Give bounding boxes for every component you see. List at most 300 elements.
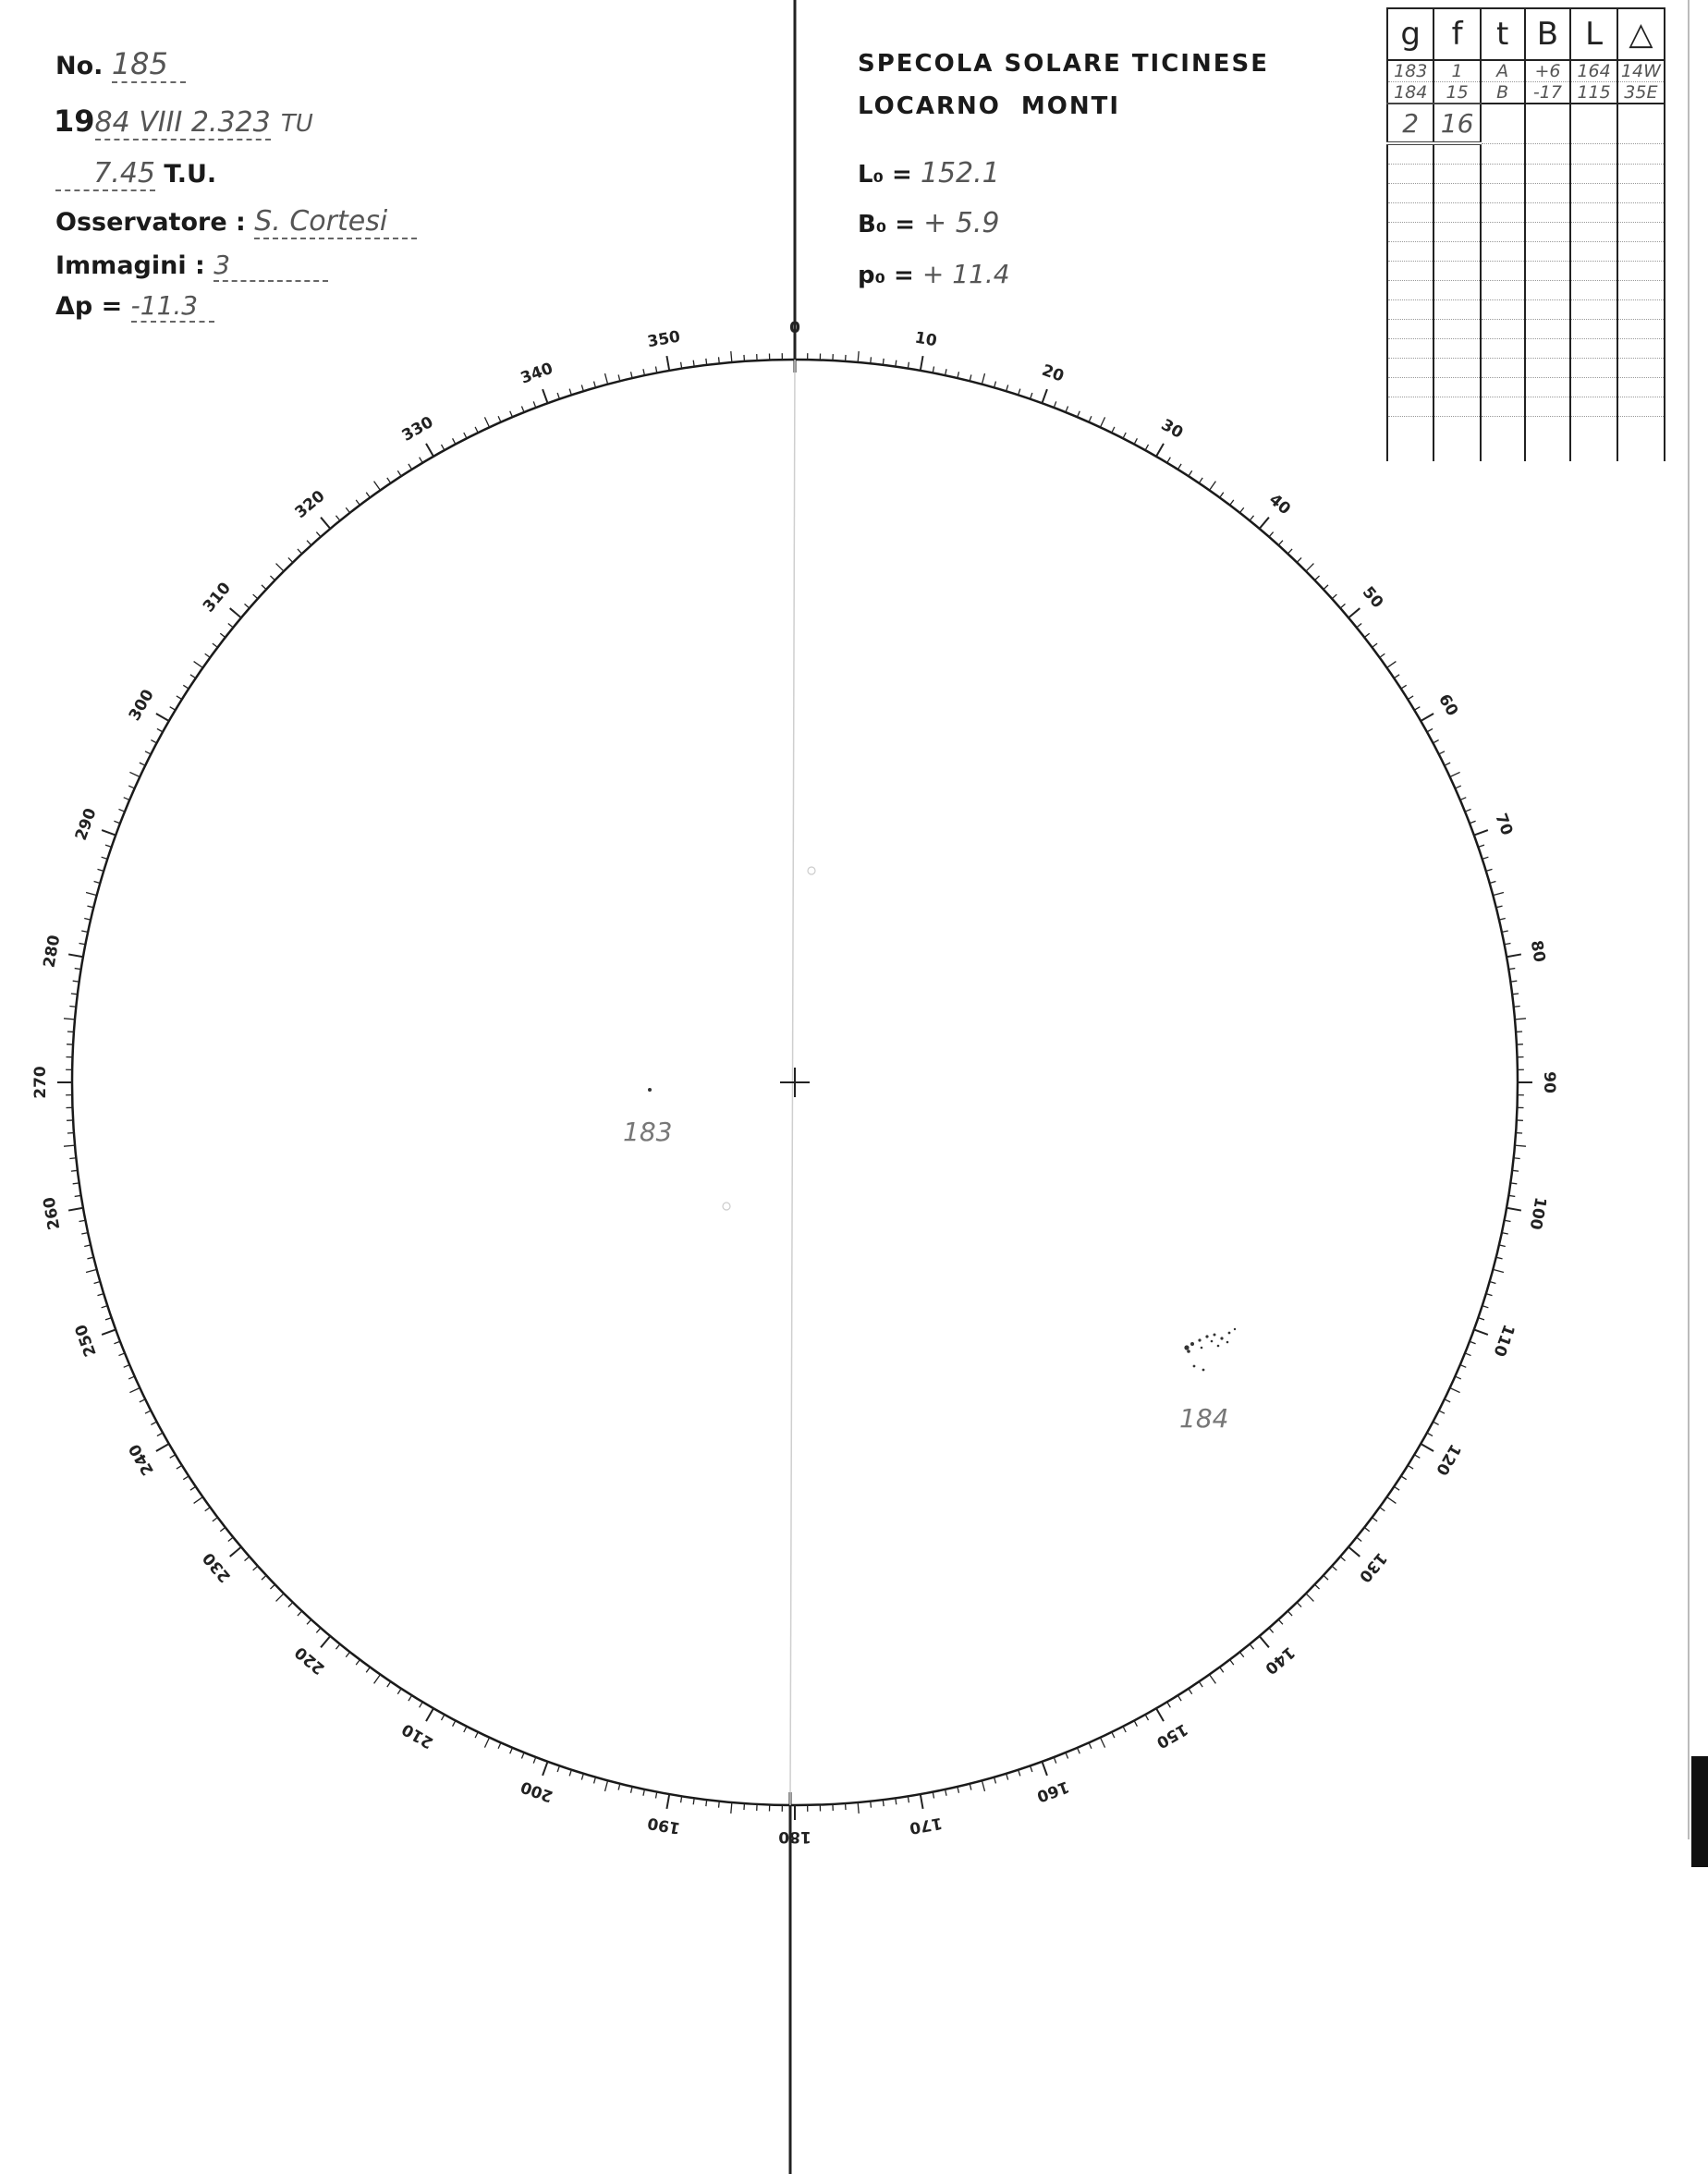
tick-mark bbox=[1433, 1422, 1438, 1424]
sunspot-184 bbox=[1184, 1345, 1189, 1350]
tick-mark bbox=[94, 882, 101, 884]
tick-mark bbox=[1493, 892, 1504, 895]
tick-label: 170 bbox=[908, 1813, 944, 1838]
tick-mark bbox=[1019, 389, 1020, 396]
table-cell bbox=[1481, 143, 1525, 165]
table-cell bbox=[1525, 262, 1571, 281]
table-cell bbox=[1387, 165, 1434, 184]
tick-mark bbox=[441, 1715, 444, 1720]
observer-field bbox=[55, 205, 417, 239]
table-cell bbox=[1525, 300, 1571, 320]
tick-mark bbox=[420, 458, 423, 463]
date-value: 84 VIII 2.323 bbox=[94, 106, 271, 139]
tick-mark bbox=[194, 662, 203, 668]
tick-label: 80 bbox=[1526, 938, 1549, 964]
tick-label: 280 bbox=[40, 934, 65, 970]
images-field bbox=[55, 250, 328, 282]
number-field bbox=[55, 46, 186, 83]
tick-mark bbox=[253, 1566, 258, 1570]
table-cell bbox=[1481, 165, 1525, 184]
tick-mark bbox=[228, 1537, 233, 1541]
tick-mark bbox=[183, 1476, 189, 1480]
table-cell bbox=[1481, 223, 1525, 242]
tick-mark bbox=[1514, 1007, 1520, 1008]
tick-mark bbox=[498, 416, 501, 421]
tick-mark bbox=[1493, 1269, 1504, 1272]
tick-mark bbox=[1515, 1019, 1526, 1020]
table-cell: 164 bbox=[1570, 60, 1616, 82]
tick-mark bbox=[1414, 1455, 1420, 1459]
tick-mark bbox=[114, 821, 120, 824]
table-cell bbox=[1525, 320, 1571, 339]
table-cell bbox=[1617, 104, 1665, 143]
tick-mark bbox=[81, 1233, 88, 1234]
L0-label: L₀ = bbox=[858, 161, 912, 189]
tick-mark bbox=[1490, 1282, 1496, 1284]
table-cell bbox=[1434, 143, 1480, 165]
tick-mark bbox=[1066, 1753, 1068, 1758]
date-suffix: TU bbox=[280, 110, 313, 138]
tick-label: 240 bbox=[125, 1440, 158, 1479]
tick-mark bbox=[921, 1794, 923, 1809]
tick-mark bbox=[1006, 385, 1008, 391]
tick-mark bbox=[533, 401, 536, 408]
tick-mark bbox=[307, 541, 311, 545]
table-cell bbox=[1525, 417, 1571, 462]
tick-label: 250 bbox=[71, 1321, 101, 1360]
tick-mark bbox=[594, 1777, 596, 1784]
tick-label: 150 bbox=[1153, 1719, 1191, 1753]
tick-mark bbox=[1177, 1695, 1181, 1701]
table-row bbox=[1387, 60, 1665, 82]
tick-mark bbox=[1474, 830, 1488, 835]
table-row bbox=[1387, 223, 1665, 242]
tick-label: 30 bbox=[1157, 415, 1187, 443]
tick-mark bbox=[1315, 1584, 1320, 1589]
tick-mark bbox=[1167, 1702, 1171, 1707]
tick-mark bbox=[288, 557, 293, 562]
tick-mark bbox=[1465, 1353, 1470, 1356]
tick-mark bbox=[157, 728, 163, 731]
tick-label: 50 bbox=[1358, 582, 1387, 612]
tick-mark bbox=[288, 1603, 293, 1607]
table-cell bbox=[1481, 339, 1525, 359]
tick-label: 200 bbox=[518, 1777, 556, 1806]
tick-mark bbox=[1199, 1681, 1202, 1687]
table-cell bbox=[1570, 359, 1616, 378]
tick-mark bbox=[521, 1753, 524, 1758]
tick-mark bbox=[220, 633, 226, 637]
tick-mark bbox=[731, 351, 732, 362]
tick-mark bbox=[1364, 633, 1370, 637]
tick-mark bbox=[1364, 1527, 1370, 1531]
tick-mark bbox=[1306, 564, 1313, 571]
table-cell bbox=[1570, 281, 1616, 300]
tick-label: 120 bbox=[1432, 1440, 1465, 1479]
tick-mark bbox=[631, 1787, 633, 1793]
tick-mark bbox=[190, 675, 196, 678]
tick-mark bbox=[1297, 1603, 1301, 1607]
tick-mark bbox=[64, 1145, 75, 1146]
tick-mark bbox=[151, 740, 156, 743]
tick-label: 130 bbox=[1355, 1548, 1391, 1586]
tick-mark bbox=[1278, 1619, 1283, 1624]
tick-mark bbox=[270, 576, 274, 580]
tick-mark bbox=[871, 357, 872, 363]
L0-value: 152.1 bbox=[920, 157, 1000, 189]
tick-mark bbox=[1078, 1748, 1080, 1753]
tick-label: 160 bbox=[1033, 1777, 1072, 1806]
column-header-t: t bbox=[1481, 8, 1525, 60]
table-row bbox=[1387, 320, 1665, 339]
tick-mark bbox=[1512, 1170, 1519, 1171]
tick-mark bbox=[1502, 1233, 1508, 1234]
tick-mark bbox=[1042, 1762, 1046, 1776]
table-cell bbox=[1387, 359, 1434, 378]
tick-mark bbox=[366, 493, 370, 498]
tick-mark bbox=[409, 464, 412, 470]
table-cell bbox=[1481, 184, 1525, 203]
tick-mark bbox=[1260, 518, 1269, 529]
sunspot-184 bbox=[1201, 1347, 1203, 1350]
tick-mark bbox=[1408, 696, 1413, 700]
table-cell: 1 bbox=[1434, 60, 1480, 82]
B0-value: + 5.9 bbox=[923, 207, 1000, 239]
tick-mark bbox=[220, 1527, 226, 1531]
table-cell bbox=[1570, 165, 1616, 184]
table-cell bbox=[1570, 397, 1616, 417]
tick-label: 260 bbox=[40, 1195, 65, 1231]
tick-mark bbox=[921, 356, 923, 371]
table-cell: 184 bbox=[1387, 82, 1434, 104]
table-total-row bbox=[1387, 104, 1665, 143]
table-row bbox=[1387, 82, 1665, 104]
table-row bbox=[1387, 397, 1665, 417]
table-cell bbox=[1617, 359, 1665, 378]
sunspot-184 bbox=[1202, 1369, 1205, 1372]
tick-mark bbox=[543, 1762, 547, 1776]
tick-mark bbox=[594, 382, 596, 388]
table-cell bbox=[1617, 165, 1665, 184]
tick-mark bbox=[128, 1376, 134, 1379]
tick-mark bbox=[68, 1208, 83, 1211]
tick-mark bbox=[1408, 1465, 1413, 1469]
tick-mark bbox=[1287, 1611, 1292, 1616]
tick-mark bbox=[453, 438, 456, 444]
B0-label: B₀ = bbox=[858, 211, 916, 238]
tick-mark bbox=[118, 809, 124, 812]
table-cell bbox=[1434, 397, 1480, 417]
tick-mark bbox=[982, 1780, 984, 1791]
p0-value: + 11.4 bbox=[921, 259, 1010, 289]
tick-mark bbox=[1445, 1399, 1450, 1402]
table-cell bbox=[1481, 281, 1525, 300]
tick-mark bbox=[1460, 798, 1466, 800]
tick-mark bbox=[871, 1801, 872, 1808]
tick-mark bbox=[858, 351, 859, 362]
tick-mark bbox=[1394, 1486, 1399, 1490]
tick-label: 90 bbox=[1540, 1071, 1558, 1093]
tick-mark bbox=[124, 798, 129, 800]
tick-mark bbox=[213, 643, 218, 647]
table-cell bbox=[1387, 281, 1434, 300]
tick-mark bbox=[321, 518, 330, 529]
tick-mark bbox=[81, 931, 88, 932]
sunspot-184 bbox=[1214, 1334, 1216, 1337]
tick-mark bbox=[1496, 906, 1503, 908]
tick-mark bbox=[1089, 1742, 1092, 1748]
tick-mark bbox=[1006, 1774, 1008, 1780]
table-cell bbox=[1387, 300, 1434, 320]
tick-mark bbox=[1348, 1547, 1360, 1557]
table-cell bbox=[1525, 397, 1571, 417]
tick-mark bbox=[205, 1508, 211, 1511]
tick-mark bbox=[1372, 643, 1378, 647]
table-row bbox=[1387, 281, 1665, 300]
tick-mark bbox=[213, 1518, 218, 1521]
table-cell bbox=[1481, 262, 1525, 281]
tick-mark bbox=[346, 507, 349, 513]
table-row bbox=[1387, 203, 1665, 223]
tick-mark bbox=[475, 427, 478, 433]
tick-mark bbox=[858, 1802, 859, 1814]
tick-mark bbox=[533, 1757, 536, 1764]
tick-mark bbox=[1455, 786, 1460, 788]
date-field bbox=[54, 104, 313, 140]
tick-mark bbox=[245, 604, 250, 608]
tick-mark bbox=[994, 1777, 996, 1784]
tick-mark bbox=[1499, 919, 1506, 921]
tick-mark bbox=[1470, 821, 1476, 824]
tick-mark bbox=[124, 1365, 129, 1368]
tick-label: 140 bbox=[1261, 1643, 1299, 1679]
sunspot-184 bbox=[1198, 1338, 1201, 1341]
images-value: 3 bbox=[214, 250, 328, 282]
table-cell bbox=[1525, 223, 1571, 242]
tick-mark bbox=[1324, 1575, 1328, 1580]
tick-mark bbox=[321, 1636, 330, 1647]
tick-mark bbox=[958, 1787, 959, 1793]
tick-label: 190 bbox=[646, 1813, 682, 1838]
observer-value: S. Cortesi bbox=[254, 205, 417, 239]
tick-mark bbox=[475, 1732, 478, 1738]
table-cell bbox=[1434, 300, 1480, 320]
tick-mark bbox=[140, 1399, 145, 1402]
table-row bbox=[1387, 184, 1665, 203]
table-cell bbox=[1617, 417, 1665, 462]
tick-mark bbox=[387, 478, 391, 483]
tick-mark bbox=[484, 417, 489, 427]
tick-mark bbox=[346, 1652, 349, 1657]
tick-mark bbox=[1287, 549, 1292, 554]
table-cell bbox=[1617, 300, 1665, 320]
tick-mark bbox=[156, 1444, 169, 1451]
tick-mark bbox=[1278, 541, 1283, 545]
table-cell bbox=[1570, 417, 1616, 462]
column-header-delta: △ bbox=[1617, 8, 1665, 60]
tick-mark bbox=[1380, 1508, 1385, 1511]
tick-mark bbox=[177, 1465, 182, 1469]
tick-mark bbox=[86, 1269, 97, 1272]
tick-mark bbox=[1421, 1444, 1434, 1451]
table-cell bbox=[1481, 203, 1525, 223]
tick-mark bbox=[68, 954, 83, 957]
tick-mark bbox=[1078, 411, 1080, 417]
tick-mark bbox=[262, 1575, 266, 1580]
tick-mark bbox=[1380, 653, 1385, 657]
tick-mark bbox=[1394, 675, 1399, 678]
tick-mark bbox=[1340, 604, 1345, 608]
tick-mark bbox=[1210, 482, 1216, 491]
tick-mark bbox=[543, 389, 547, 403]
tick-mark bbox=[1450, 1387, 1460, 1392]
tick-mark bbox=[129, 1387, 140, 1392]
sunspot-group-table bbox=[1386, 7, 1665, 461]
table-cell bbox=[1434, 339, 1480, 359]
tick-mark bbox=[1455, 1376, 1460, 1379]
tick-mark bbox=[87, 906, 93, 908]
table-cell: 183 bbox=[1387, 60, 1434, 82]
tick-mark bbox=[228, 623, 233, 627]
tick-mark bbox=[316, 532, 321, 537]
tick-mark bbox=[982, 373, 984, 385]
table-cell bbox=[1434, 165, 1480, 184]
tick-mark bbox=[1401, 1476, 1407, 1480]
tick-mark bbox=[1134, 438, 1137, 444]
table-cell bbox=[1617, 281, 1665, 300]
tick-mark bbox=[145, 751, 151, 754]
table-cell bbox=[1570, 378, 1616, 397]
table-cell bbox=[1570, 262, 1616, 281]
tick-mark bbox=[1156, 1708, 1164, 1721]
tick-mark bbox=[521, 406, 524, 411]
table-cell bbox=[1481, 397, 1525, 417]
tick-mark bbox=[1512, 994, 1519, 995]
tick-mark bbox=[356, 1660, 360, 1666]
tick-mark bbox=[1387, 1497, 1397, 1504]
tick-mark bbox=[1260, 1636, 1269, 1647]
tick-label: 20 bbox=[1039, 360, 1067, 386]
table-cell bbox=[1434, 184, 1480, 203]
tick-label: 40 bbox=[1265, 490, 1295, 519]
tick-mark bbox=[230, 608, 241, 617]
column-header-L: L bbox=[1570, 8, 1616, 60]
table-cell bbox=[1387, 339, 1434, 359]
tick-mark bbox=[316, 1628, 321, 1632]
tick-mark bbox=[581, 1774, 583, 1780]
table-row bbox=[1387, 339, 1665, 359]
observer-label: Osservatore : bbox=[55, 208, 246, 237]
tick-label: 180 bbox=[778, 1827, 811, 1846]
tick-mark bbox=[631, 372, 633, 378]
tick-mark bbox=[1123, 1727, 1126, 1732]
table-row bbox=[1387, 262, 1665, 281]
table-cell bbox=[1570, 104, 1616, 143]
tick-mark bbox=[1145, 445, 1148, 450]
table-row bbox=[1387, 359, 1665, 378]
tick-label: 270 bbox=[31, 1066, 50, 1099]
tick-mark bbox=[1332, 1566, 1336, 1570]
tick-mark bbox=[719, 357, 720, 363]
table-cell bbox=[1570, 143, 1616, 165]
faint-mark bbox=[723, 1203, 730, 1210]
tick-mark bbox=[1315, 576, 1320, 580]
tick-mark bbox=[1054, 1757, 1056, 1764]
table-cell bbox=[1570, 320, 1616, 339]
tick-mark bbox=[1433, 740, 1438, 743]
tick-label: 330 bbox=[398, 412, 437, 446]
table-cell bbox=[1525, 104, 1571, 143]
tick-mark bbox=[194, 1497, 203, 1504]
tick-mark bbox=[719, 1801, 720, 1808]
tick-mark bbox=[307, 1619, 311, 1624]
tick-mark bbox=[170, 707, 176, 711]
tick-label: 100 bbox=[1525, 1195, 1550, 1231]
tick-mark bbox=[1499, 1245, 1506, 1247]
table-cell bbox=[1570, 242, 1616, 262]
tick-mark bbox=[102, 1329, 116, 1334]
tick-mark bbox=[1439, 751, 1445, 754]
time-label: T.U. bbox=[164, 160, 217, 189]
scan-edge bbox=[1688, 0, 1690, 1839]
tick-mark bbox=[1496, 1257, 1503, 1259]
tick-mark bbox=[1031, 1765, 1032, 1772]
tick-mark bbox=[1401, 685, 1407, 689]
tick-mark bbox=[1387, 662, 1397, 668]
tick-mark bbox=[604, 373, 607, 385]
table-cell bbox=[1481, 242, 1525, 262]
tick-mark bbox=[1515, 1145, 1526, 1146]
tick-mark bbox=[1250, 516, 1253, 520]
L0-field bbox=[858, 157, 1000, 189]
number-label: No. bbox=[55, 52, 104, 80]
year-prefix: 19 bbox=[54, 104, 95, 139]
table-cell bbox=[1617, 320, 1665, 339]
tick-mark bbox=[1239, 507, 1243, 513]
table-row bbox=[1387, 165, 1665, 184]
tick-mark bbox=[1324, 585, 1328, 590]
tick-mark bbox=[397, 1689, 401, 1694]
tick-mark bbox=[1482, 1306, 1489, 1308]
tick-label: 340 bbox=[518, 359, 556, 388]
table-cell: 14W bbox=[1617, 60, 1665, 82]
table-cell bbox=[1570, 203, 1616, 223]
table-row bbox=[1387, 417, 1665, 462]
tick-mark bbox=[1210, 1675, 1216, 1684]
tick-mark bbox=[1427, 728, 1433, 731]
tick-mark bbox=[157, 1433, 163, 1435]
tick-mark bbox=[1486, 1294, 1493, 1296]
tick-mark bbox=[87, 1257, 93, 1259]
tick-mark bbox=[643, 1789, 644, 1796]
tick-mark bbox=[69, 1158, 76, 1159]
tick-mark bbox=[1460, 1365, 1466, 1368]
tick-mark bbox=[1145, 1715, 1148, 1720]
tick-mark bbox=[958, 372, 959, 378]
tick-mark bbox=[1357, 1537, 1361, 1541]
tick-mark bbox=[618, 1784, 620, 1790]
sunspot-184 bbox=[1190, 1342, 1194, 1346]
tick-mark bbox=[1239, 1652, 1243, 1657]
tick-label: 0 bbox=[789, 319, 800, 337]
tick-mark bbox=[1031, 393, 1032, 399]
tick-mark bbox=[643, 369, 644, 375]
tick-mark bbox=[102, 857, 108, 859]
tick-mark bbox=[170, 1455, 176, 1459]
tick-mark bbox=[464, 1727, 467, 1732]
tick-mark bbox=[970, 374, 971, 381]
tick-mark bbox=[128, 786, 134, 788]
